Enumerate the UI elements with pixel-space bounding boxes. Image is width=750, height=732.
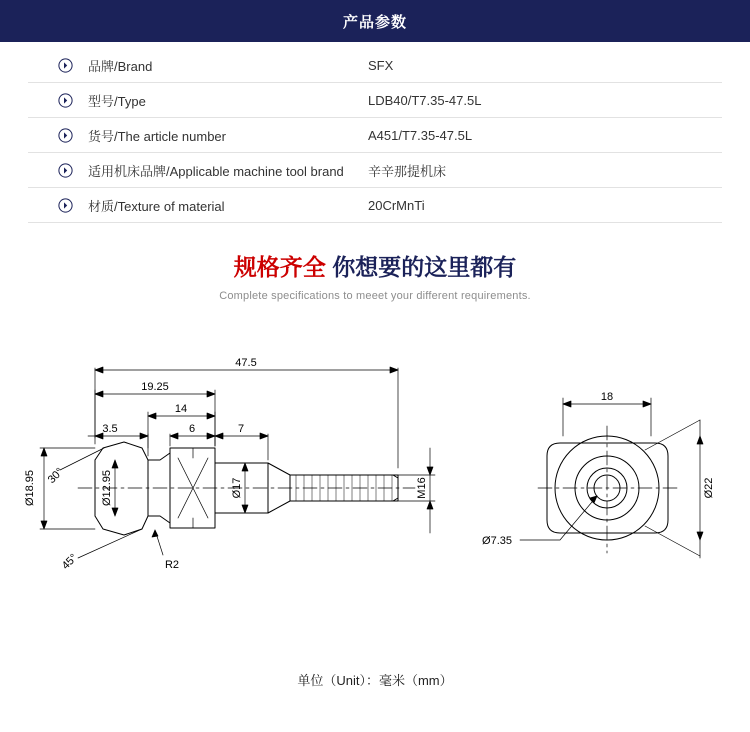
- technical-drawing: [0, 308, 750, 668]
- page-header: [0, 0, 750, 42]
- chevron-right-circle-icon: [28, 93, 88, 108]
- table-row: [28, 48, 722, 83]
- chevron-right-circle-icon: [28, 163, 88, 178]
- spec-label: 品牌/Brand: [88, 58, 153, 74]
- dim-total-length: 47.5: [235, 357, 257, 369]
- dim-dia-22: Ø22: [703, 477, 715, 499]
- spec-value: SFX: [368, 57, 394, 73]
- chevron-right-circle-icon: [28, 128, 88, 143]
- spec-label: 型号/Type: [88, 93, 146, 109]
- spec-table: [28, 42, 722, 223]
- dim-angle-30: 30°: [45, 465, 67, 487]
- chevron-right-circle-icon: [28, 198, 88, 213]
- spec-value: A451/T7.35-47.5L: [368, 127, 473, 143]
- side-view-outline: [95, 442, 398, 535]
- front-view-centerlines: [538, 426, 678, 553]
- table-row: [28, 118, 722, 153]
- slogan-sub: Complete specifications to meeet your different requirements.: [219, 290, 531, 302]
- slogan-block: [0, 249, 750, 302]
- spec-value: LDB40/T7.35-47.5L: [368, 92, 482, 108]
- dim-m16: M16: [416, 477, 428, 499]
- dim-14: 14: [174, 403, 188, 415]
- dim-r2: R2: [164, 559, 180, 571]
- dim-7: 7: [237, 423, 245, 435]
- spec-label: 货号/The article number: [88, 128, 226, 144]
- drawing-svg: [0, 308, 750, 668]
- dim-18: 18: [600, 391, 614, 403]
- dim-dia-7-35: Ø7.35: [482, 535, 512, 547]
- dim-dia-12-95: Ø12.95: [101, 469, 113, 507]
- slogan-main-dark: 你想要的这里都有: [332, 254, 517, 280]
- spec-label: 材质/Texture of material: [88, 198, 225, 214]
- table-row: [28, 188, 722, 223]
- dim-19-25: 19.25: [141, 381, 169, 393]
- table-row: [28, 83, 722, 118]
- spec-value: 20CrMnTi: [368, 197, 425, 213]
- dim-3-5: 3.5: [102, 423, 118, 435]
- slogan-main-red: 规格齐全: [233, 254, 326, 280]
- front-view-outline: [547, 436, 668, 668]
- page-title: 产品参数: [342, 13, 407, 31]
- dim-dia-18-95: Ø18.95: [24, 469, 36, 507]
- slogan-main: [0, 249, 750, 282]
- dim-6: 6: [188, 423, 196, 435]
- spec-value: 辛辛那提机床: [368, 163, 447, 179]
- dim-dia-17: Ø17: [231, 477, 243, 499]
- unit-note: 单位（Unit）：毫米（mm）: [297, 673, 453, 688]
- dim-angle-45: 45°: [59, 551, 81, 573]
- table-row: [28, 153, 722, 188]
- chevron-right-circle-icon: [28, 58, 88, 73]
- spec-label: 适用机床品牌/Applicable machine tool brand: [88, 163, 344, 179]
